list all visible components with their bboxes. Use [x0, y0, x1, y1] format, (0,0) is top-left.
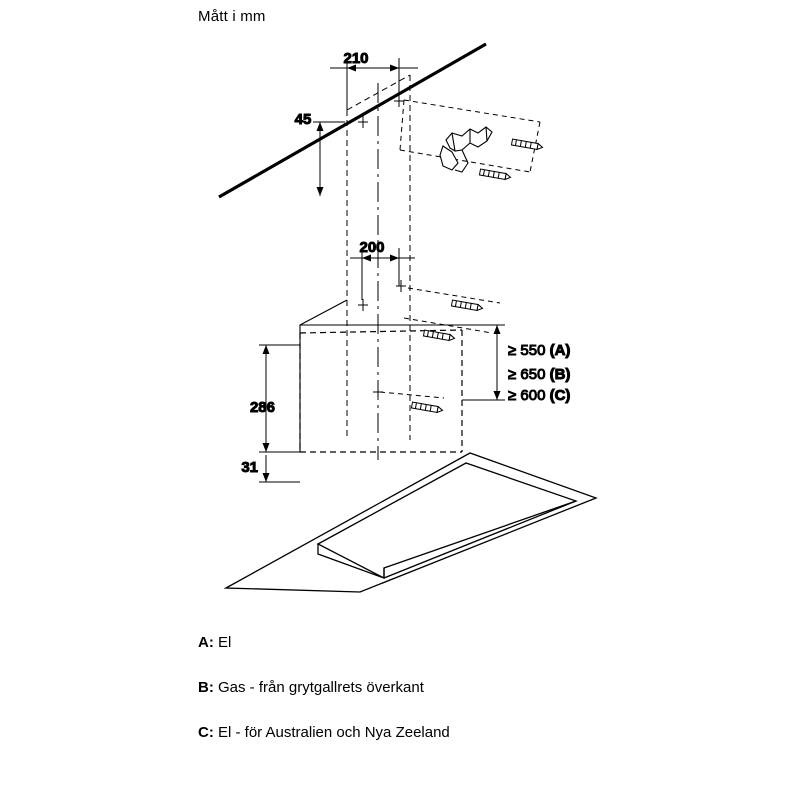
duct-outline	[300, 75, 462, 452]
legend-key-b: B:	[198, 679, 214, 696]
legend-text-a: El	[213, 634, 232, 651]
legend-text-b: Gas - från grytgallrets överkant	[213, 679, 424, 696]
legend-item-c	[198, 724, 758, 741]
clearance-b-label: ≥ 650 (B)	[508, 366, 571, 383]
dimension-45	[295, 111, 345, 196]
clearance-a-label: ≥ 550 (A)	[508, 342, 571, 359]
dimension-31	[241, 455, 300, 482]
legend-key-c: C:	[198, 724, 214, 741]
legend-item-a	[198, 634, 758, 651]
dimension-200	[350, 239, 415, 300]
legend-key-a: A:	[198, 634, 214, 651]
wall-anchor-lower	[380, 392, 444, 413]
canopy-solid-edges	[300, 300, 497, 452]
hood-body-outline	[300, 330, 462, 452]
legend	[198, 634, 758, 769]
legend-item-b	[198, 679, 758, 696]
dimension-210-label: 210	[343, 50, 369, 67]
legend-text-c: El - för Australien och Nya Zeeland	[213, 724, 450, 741]
dimension-286-label: 286	[249, 399, 275, 416]
wall-anchor-group-mid	[404, 288, 500, 341]
dimension-31-label: 31	[241, 459, 258, 476]
dimension-45-label: 45	[294, 111, 312, 128]
dimension-200-label: 200	[359, 239, 385, 256]
wall-bracket-icon	[440, 127, 492, 172]
dimension-210	[330, 50, 418, 112]
dimension-286	[250, 345, 300, 452]
clearance-c-label: ≥ 600 (C)	[508, 387, 571, 404]
dimension-clearance	[462, 325, 570, 404]
units-label: Mått i mm	[198, 8, 266, 25]
hob-outline	[226, 453, 596, 592]
